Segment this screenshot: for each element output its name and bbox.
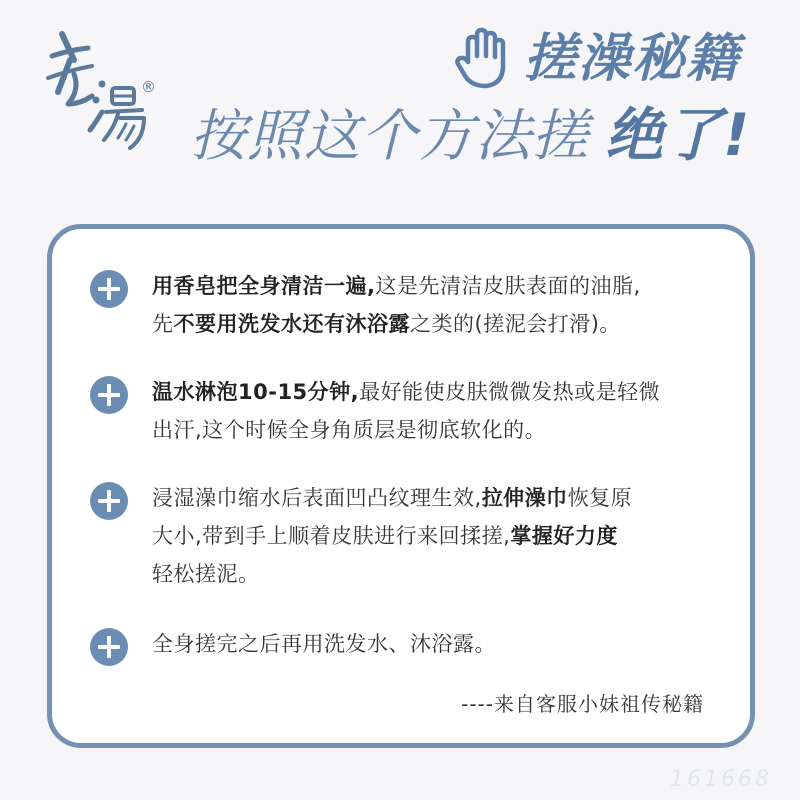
tip-bold: 拉伸澡巾 <box>481 486 568 510</box>
plus-circle-icon <box>90 628 128 666</box>
tip-span: 轻松搓泥。 <box>152 562 260 586</box>
tip-span: 恢复原 <box>567 486 633 510</box>
header-subtitle-emphasis: 绝了! <box>605 101 751 169</box>
tip-bold: 掌握好力度 <box>510 524 618 548</box>
tip-item-1 <box>90 267 730 343</box>
tip-item-2 <box>90 373 730 449</box>
plus-circle-icon <box>90 376 128 414</box>
tip-text <box>152 625 692 663</box>
tip-span: 最好能使皮肤微微发热或是轻微 <box>359 380 661 404</box>
tip-bold: 温水淋泡10-15分钟, <box>152 380 360 404</box>
tip-text <box>152 479 692 593</box>
tip-span: 出汗,这个时候全身角质层是彻底软化的。 <box>152 418 547 442</box>
tip-item-4 <box>90 625 730 666</box>
hand-icon <box>452 26 514 92</box>
tip-span: 之类的(搓泥会打滑)。 <box>410 312 621 336</box>
tip-span: 浸湿澡巾缩水后表面凹凸纹理生效, <box>152 486 482 510</box>
tip-item-3 <box>90 479 730 593</box>
header-title: 搓澡秘籍 <box>524 29 741 89</box>
tip-span: 大小,带到手上顺着皮肤进行来回揉搓, <box>152 524 511 548</box>
header-subtitle <box>190 101 751 169</box>
header-title-row <box>452 26 740 92</box>
tips-card <box>47 224 755 748</box>
tip-text <box>152 373 692 449</box>
brand-logo <box>40 26 160 156</box>
header-subtitle-text: 按照这个方法搓 <box>190 104 589 169</box>
tip-span: 这是先清洁皮肤表面的油脂, <box>375 274 641 298</box>
tip-text <box>152 267 692 343</box>
signature: ----来自客服小妹祖传秘籍 <box>461 692 704 716</box>
tip-bold: 不要用洗发水还有沐浴露 <box>173 312 410 336</box>
plus-circle-icon <box>90 270 128 308</box>
registered-mark: ® <box>141 78 156 96</box>
watermark: 161668 <box>670 767 772 792</box>
plus-circle-icon <box>90 482 128 520</box>
tip-bold: 用香皂把全身清洁一遍, <box>152 274 376 298</box>
tip-span: 先 <box>152 312 174 336</box>
tip-span: 全身搓完之后再用洗发水、沐浴露。 <box>152 632 496 656</box>
